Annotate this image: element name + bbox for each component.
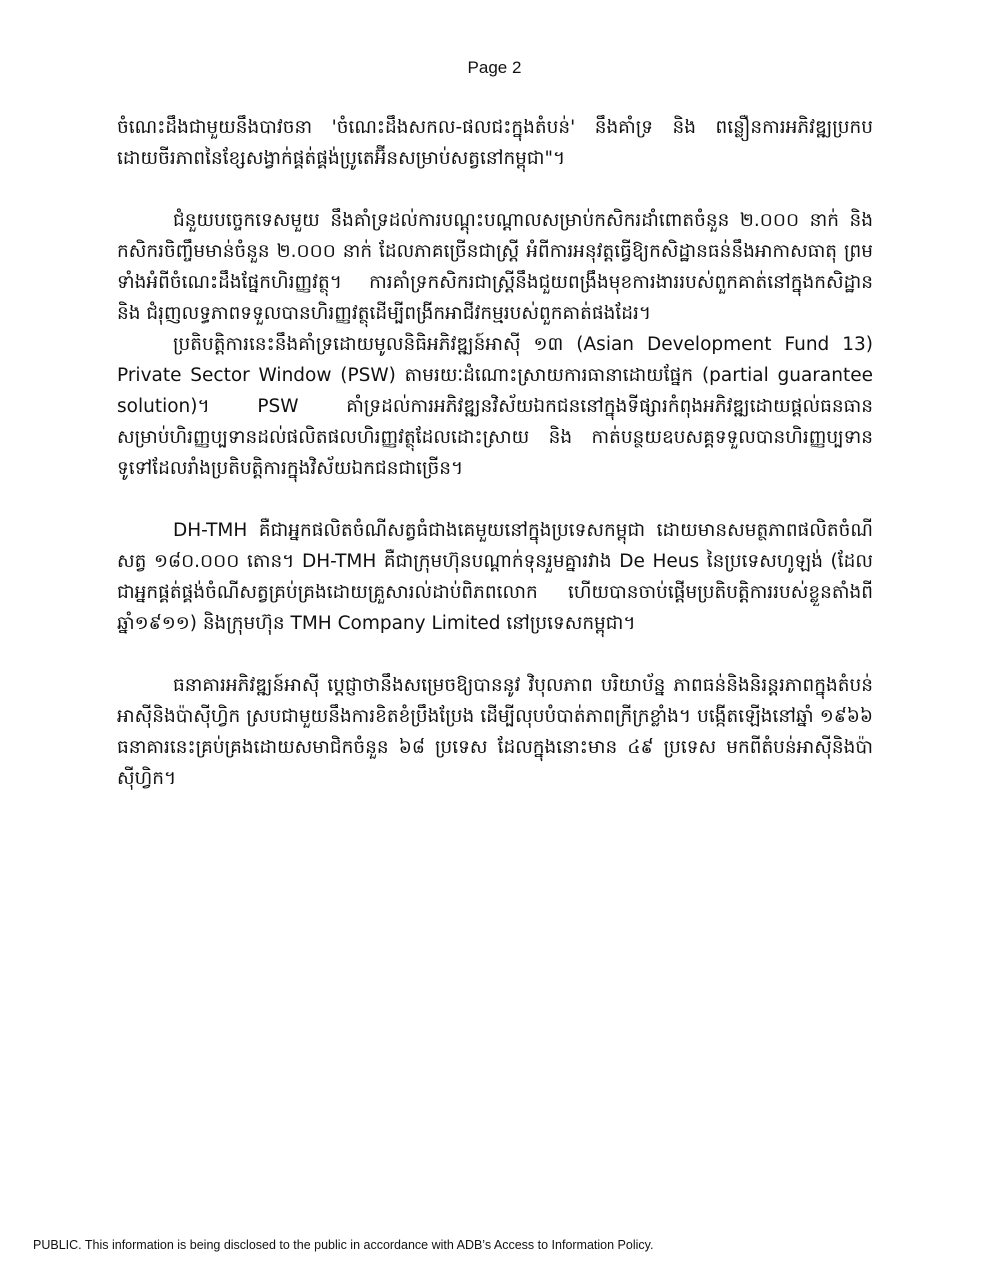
paragraph-continued: ចំណេះដឹងជាមួយនឹងបាវចនា 'ចំណេះដឹងសកល-ផលជះក្នុងតំបន់' នឹងគាំទ្រ និង ពន្លឿនការអភិវឌ្ឍប្រកបដោយចីរភាពនៃខ្សែសង្វាក់ផ្គត់ផ្គង់ប្រូតេអ៊ីនសម្រាប់សត្វនៅកម្ពុជា"។ bbox=[117, 117, 873, 169]
public-disclosure-footer: PUBLIC. This information is being disclosed to the public in accordance with ADB’s Access to Information Policy. bbox=[33, 1238, 654, 1252]
page-number: Page 2 bbox=[467, 58, 522, 77]
paragraph-technical-assistance: ជំនួយបច្ចេកទេសមួយ នឹងគាំទ្រដល់ការបណ្តុះបណ្តាលសម្រាប់កសិករដាំពោតចំនួន ២.០០០ នាក់ និងកសិករចិញ្ចឹមមាន់ចំនួន ២.០០០ នាក់ ដែលភាគច្រើនជាស្ត្រី អំពីការអនុវត្តធ្វើឱ្យកសិដ្ឋានធន់នឹងអាកាសធាតុ ព្រមទាំងអំពីចំណេះដឹងផ្នែកហិរញ្ញវត្ថុ។ ការគាំទ្រកសិករជាស្ត្រីនឹងជួយពង្រឹងមុខការងាររបស់ពួកគាត់នៅក្នុងកសិដ្ឋាន និង ជំរុញលទ្ធភាពទទួលបានហិរញ្ញវត្ថុដើម្បីពង្រីកអាជីវកម្មរបស់ពួកគាត់ផងដែរ។ bbox=[117, 210, 873, 324]
paragraph-adf13-psw: ប្រតិបត្តិការនេះនឹងគាំទ្រដោយមូលនិធិអភិវឌ្ឍន៍អាស៊ី ១៣ (Asian Development Fund 13) Private Sector Window (PSW) តាមរយៈដំណោះស្រាយការធានាដោយផ្នែក (partial guarantee solution)។ PSW គាំទ្រដល់ការអភិវឌ្ឍនវិស័យឯកជននៅក្នុងទីផ្សារកំពុងអភិវឌ្ឍដោយផ្តល់ធនធានសម្រាប់ហិរញ្ញប្បទានដល់ផលិតផលហិរញ្ញវត្ថុដែលដោះស្រាយ និង កាត់បន្ថយឧបសគ្គទទួលបានហិរញ្ញប្បទានទូទៅដែលរាំងប្រតិបត្តិការក្នុងវិស័យឯកជនជាច្រើន។ bbox=[117, 334, 873, 479]
document-body bbox=[117, 112, 873, 794]
paragraph-dh-tmh: DH-TMH គឺជាអ្នកផលិតចំណីសត្វធំជាងគេមួយនៅក្នុងប្រទេសកម្ពុជា ដោយមានសមត្ថភាពផលិតចំណីសត្វ ១៨០.០០០ តោន។ DH-TMH គឺជាក្រុមហ៊ុនបណ្តាក់ទុនរួមគ្នារវាង De Heus នៃប្រទេសហូឡង់ (ដែលជាអ្នកផ្គត់ផ្គង់ចំណីសត្វគ្រប់គ្រងដោយគ្រួសារល់ដាប់ពិភពលោក ហើយបានចាប់ផ្តើមប្រតិបត្តិការរបស់ខ្លួនតាំងពីឆ្នាំ១៩១១) និងក្រុមហ៊ុន TMH Company Limited នៅប្រទេសកម្ពុជា។ bbox=[117, 520, 873, 634]
paragraph-adb-about: ធនាគារអភិវឌ្ឍន៍អាស៊ី ប្តេជ្ញាថានឹងសម្រេចឱ្យបាននូវ វិបុលភាព បរិយាប័ន្ន ភាពធន់និងនិរន្តរភាពក្នុងតំបន់អាស៊ីនិងប៉ាស៊ីហ្វិក ស្របជាមួយនឹងការខិតខំប្រឹងប្រែង ដើម្បីលុបបំបាត់ភាពក្រីក្រខ្លាំង។ បង្កើតឡើងនៅឆ្នាំ ១៩៦៦ ធនាគារនេះគ្រប់គ្រងដោយសមាជិកចំនួន ៦៨ ប្រទេស ដែលក្នុងនោះមាន ៤៩ ប្រទេស មកពីតំបន់អាស៊ីនិងប៉ាស៊ីហ្វិក។ bbox=[117, 675, 873, 789]
